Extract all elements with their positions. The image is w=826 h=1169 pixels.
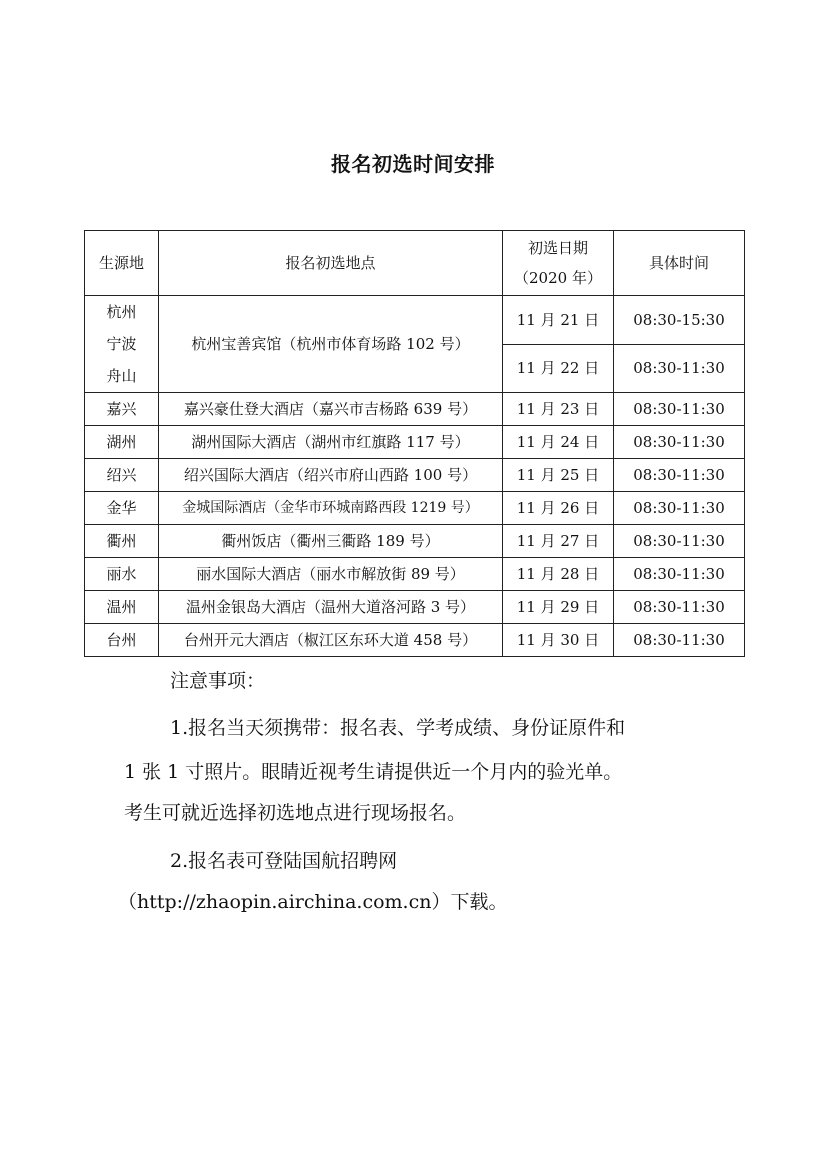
time-cell: 08:30-11:30 (614, 426, 745, 459)
date-cell: 11 月 26 日 (503, 492, 614, 525)
time-cell: 08:30-11:30 (614, 624, 745, 657)
table-header-row (85, 231, 745, 296)
date-cell: 11 月 25 日 (503, 459, 614, 492)
location-cell: 衢州饭店（衢州三衢路 189 号） (159, 525, 503, 558)
source-cell: 衢州 (85, 525, 159, 558)
header-source: 生源地 (85, 231, 159, 296)
time-cell: 08:30-11:30 (614, 525, 745, 558)
table-row (85, 591, 745, 624)
location-cell: 金城国际酒店（金华市环城南路西段 1219 号） (159, 492, 503, 525)
date-cell: 11 月 30 日 (503, 624, 614, 657)
source-cell: 丽水 (85, 558, 159, 591)
time-cell: 08:30-11:30 (614, 393, 745, 426)
location-cell: 杭州宝善宾馆（杭州市体育场路 102 号） (159, 296, 503, 393)
page-title: 报名初选时间安排 (331, 152, 495, 176)
source-city: 宁波 (106, 335, 137, 353)
note-line: 1 张 1 寸照片。眼睛近视考生请提供近一个月内的验光单。 (124, 761, 623, 783)
date-cell: 11 月 24 日 (503, 426, 614, 459)
table-row (85, 393, 745, 426)
location-cell: 绍兴国际大酒店（绍兴市府山西路 100 号） (159, 459, 503, 492)
header-location: 报名初选地点 (159, 231, 503, 296)
location-cell: 湖州国际大酒店（湖州市红旗路 117 号） (159, 426, 503, 459)
date-cell: 11 月 27 日 (503, 525, 614, 558)
header-time: 具体时间 (614, 231, 745, 296)
header-date-line1: 初选日期 (527, 239, 588, 257)
date-cell: 11 月 28 日 (503, 558, 614, 591)
date-cell: 11 月 21 日 (503, 296, 614, 345)
location-cell: 台州开元大酒店（椒江区东环大道 458 号） (159, 624, 503, 657)
note-line: 1.报名当天须携带：报名表、学考成绩、身份证原件和 (170, 717, 626, 739)
notes-heading: 注意事项： (170, 670, 266, 692)
source-cell: 绍兴 (85, 459, 159, 492)
header-date-line2: （2020 年） (514, 269, 602, 287)
table-row (85, 459, 745, 492)
source-cell: 湖州 (85, 426, 159, 459)
time-cell: 08:30-11:30 (614, 558, 745, 591)
table-row (85, 492, 745, 525)
table-row (85, 624, 745, 657)
header-date (503, 231, 614, 296)
time-cell: 08:30-11:30 (614, 344, 745, 393)
table-row (85, 525, 745, 558)
source-cell: 台州 (85, 624, 159, 657)
source-cell: 嘉兴 (85, 393, 159, 426)
location-cell: 丽水国际大酒店（丽水市解放街 89 号） (159, 558, 503, 591)
time-cell: 08:30-15:30 (614, 296, 745, 345)
time-cell: 08:30-11:30 (614, 492, 745, 525)
date-cell: 11 月 23 日 (503, 393, 614, 426)
date-cell: 11 月 22 日 (503, 344, 614, 393)
table-row (85, 296, 745, 345)
time-cell: 08:30-11:30 (614, 591, 745, 624)
note-line: （http://zhaopin.airchina.com.cn）下载。 (118, 891, 508, 913)
note-line: 2.报名表可登陆国航招聘网 (170, 850, 398, 872)
date-cell: 11 月 29 日 (503, 591, 614, 624)
source-cell: 温州 (85, 591, 159, 624)
table-row (85, 558, 745, 591)
note-line: 考生可就近选择初选地点进行现场报名。 (124, 802, 467, 824)
source-cell (85, 296, 159, 393)
source-city: 舟山 (106, 367, 137, 385)
schedule-table (84, 230, 745, 657)
source-city: 杭州 (106, 303, 137, 321)
time-cell: 08:30-11:30 (614, 459, 745, 492)
source-cell: 金华 (85, 492, 159, 525)
table-row (85, 426, 745, 459)
location-cell: 温州金银岛大酒店（温州大道洛河路 3 号） (159, 591, 503, 624)
location-cell: 嘉兴豪仕登大酒店（嘉兴市吉杨路 639 号） (159, 393, 503, 426)
